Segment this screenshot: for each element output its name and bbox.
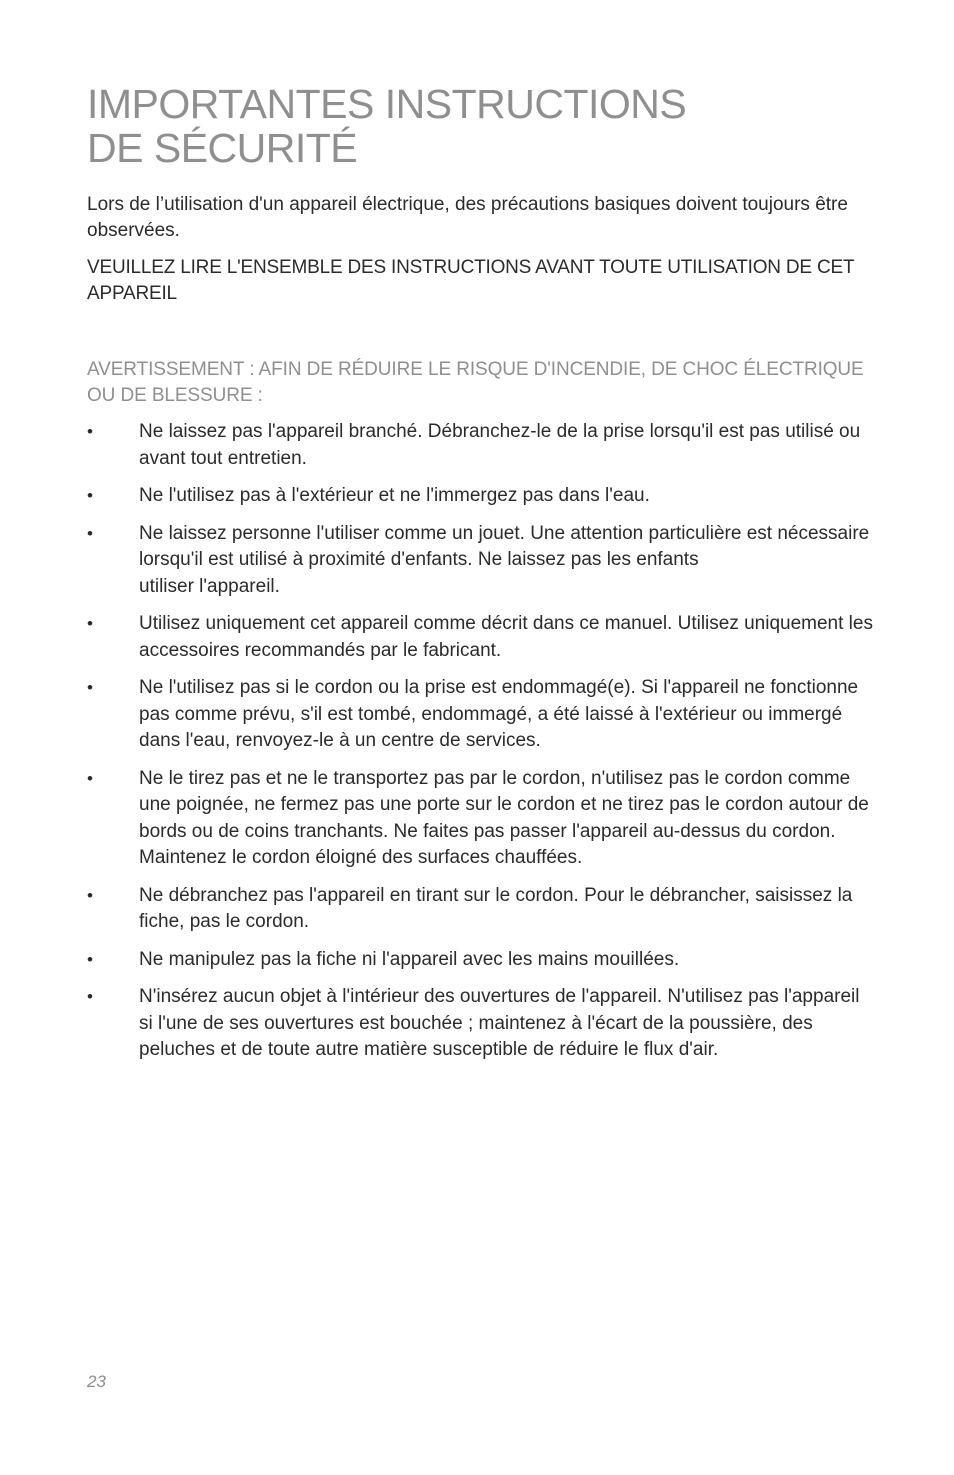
bullet-icon: • xyxy=(87,768,93,788)
page-title-line-2: DE SÉCURITÉ xyxy=(87,125,358,171)
document-page xyxy=(87,82,877,1075)
list-item xyxy=(87,947,877,974)
page-number: 23 xyxy=(87,1372,106,1391)
list-item-text: Ne l'utilisez pas si le cordon ou la prise est endommagé(e). Si l'appareil ne fonctionne pas comme prévu, s'il est tombé, endommagé, a été laissé à l'extérieur ou immergé dans l'eau, renvoyez-le à un centre de services. xyxy=(139,677,859,751)
bullet-icon: • xyxy=(87,949,93,969)
list-item-text: N'insérez aucun objet à l'intérieur des ouvertures de l'appareil. N'utilisez pas l'appareil si l'une de ses ouvertures est bouchée ; maintenez à l'écart de la poussière, des peluches et de toute autre matière susceptible de réduire le flux d'air. xyxy=(139,986,860,1060)
list-item-text: Ne l'utilisez pas à l'extérieur et ne l'immergez pas dans l'eau. xyxy=(139,485,650,506)
bullet-icon: • xyxy=(87,486,93,505)
list-item xyxy=(87,521,877,601)
list-item xyxy=(87,611,877,664)
list-item-text: Ne laissez personne l'utiliser comme un jouet. Une attention particulière est nécessaire lorsqu'il est utilisé à proximité d'enfants. Ne laissez pas les enfants utiliser l'appareil. xyxy=(139,522,870,597)
bullet-icon: • xyxy=(87,614,93,633)
list-item xyxy=(87,483,877,510)
list-item-text: Ne le tirez pas et ne le transportez pas par le cordon, n'utilisez pas le cordon comme une poignée, ne fermez pas une porte sur le cordon et ne tirez pas le cordon autour de bords ou de coins tranchants. Ne faites pas passer l'appareil au-dessus du cordon. Maintenez le cordon éloigné des surfaces chauffées. xyxy=(139,767,869,868)
safety-instructions-list xyxy=(87,419,877,1064)
list-item xyxy=(87,419,877,472)
page-title-line-1: IMPORTANTES INSTRUCTIONS xyxy=(87,81,687,127)
list-item xyxy=(87,984,877,1064)
list-item xyxy=(87,675,877,755)
warning-heading: AVERTISSEMENT : AFIN DE RÉDUIRE LE RISQUE D'INCENDIE, DE CHOC ÉLECTRIQUE OU DE BLESSURE : xyxy=(87,359,864,406)
bullet-icon: • xyxy=(87,422,93,441)
list-item xyxy=(87,883,877,936)
bullet-icon: • xyxy=(87,987,93,1006)
bullet-icon: • xyxy=(87,523,93,543)
list-item-text: Ne manipulez pas la fiche ni l'appareil avec les mains mouillées. xyxy=(139,948,680,970)
bullet-icon: • xyxy=(87,678,93,697)
bullet-icon: • xyxy=(87,885,93,905)
list-item-text: Ne laissez pas l'appareil branché. Débranchez-le de la prise lorsqu'il est pas utilisé ou avant tout entretien. xyxy=(139,421,861,469)
list-item-text: Ne débranchez pas l'appareil en tirant sur le cordon. Pour le débrancher, saisissez la fiche, pas le cordon. xyxy=(139,884,853,932)
list-item xyxy=(87,766,877,872)
intro-paragraph: Lors de l’utilisation d'un appareil électrique, des précautions basiques doivent toujours être observées. xyxy=(87,194,848,241)
page-title xyxy=(87,82,877,170)
read-instructions-notice: VEUILLEZ LIRE L'ENSEMBLE DES INSTRUCTIONS AVANT TOUTE UTILISATION DE CET APPAREIL xyxy=(87,257,855,304)
list-item-text: Utilisez uniquement cet appareil comme décrit dans ce manuel. Utilisez uniquement les accessoires recommandés par le fabricant. xyxy=(139,613,873,661)
